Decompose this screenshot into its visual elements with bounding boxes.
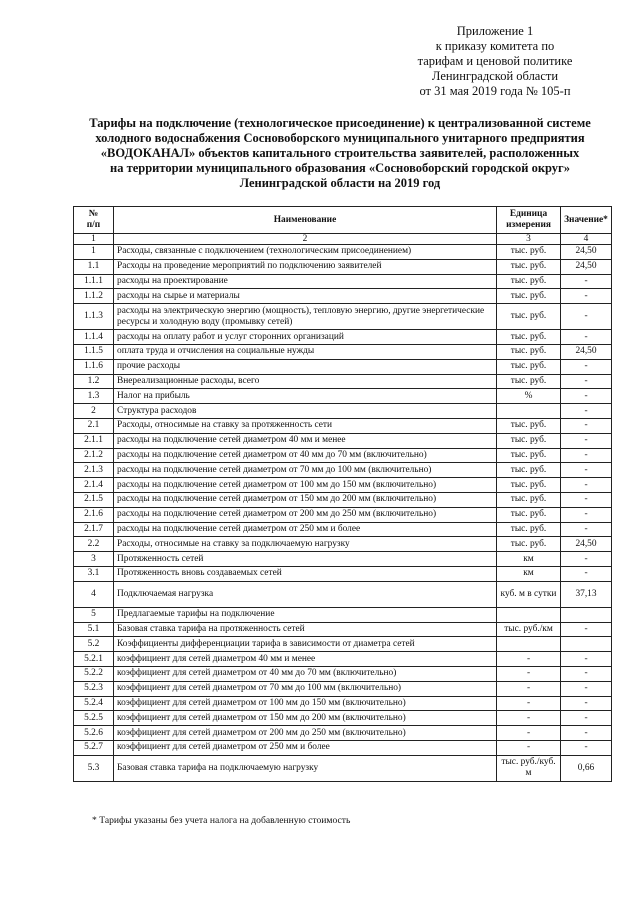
row-name: расходы на подключение сетей диаметром от 40 мм до 70 мм (включительно) [114, 448, 497, 463]
row-name: коэффициент для сетей диаметром 40 мм и менее [114, 652, 497, 667]
row-value: - [561, 696, 612, 711]
approval-line: Приложение 1 [456, 24, 534, 38]
row-number: 5.3 [74, 755, 114, 781]
column-number: 2 [114, 234, 497, 245]
table-row [74, 359, 612, 374]
row-value: - [561, 666, 612, 681]
table-row [74, 622, 612, 637]
row-number: 1.1.5 [74, 344, 114, 359]
table-row [74, 245, 612, 260]
row-unit: тыс. руб. [497, 374, 561, 389]
row-value: - [561, 359, 612, 374]
row-number: 3.1 [74, 566, 114, 581]
row-number: 1.1 [74, 259, 114, 274]
table-row [74, 537, 612, 552]
row-value: - [561, 463, 612, 478]
row-unit: тыс. руб. [497, 433, 561, 448]
row-name: расходы на подключение сетей диаметром от 100 мм до 150 мм (включительно) [114, 478, 497, 493]
row-value: - [561, 492, 612, 507]
row-value: - [561, 448, 612, 463]
row-name: Коэффициенты дифференциации тарифа в зависимости от диаметра сетей [114, 637, 497, 652]
row-unit: - [497, 681, 561, 696]
row-value: - [561, 681, 612, 696]
table-row [74, 330, 612, 345]
header-name: Наименование [114, 207, 497, 234]
row-value [561, 637, 612, 652]
table-row [74, 652, 612, 667]
row-value: - [561, 389, 612, 404]
table-row [74, 552, 612, 567]
table-row [74, 666, 612, 681]
row-number: 2.1.2 [74, 448, 114, 463]
row-name: Внереализационные расходы, всего [114, 374, 497, 389]
row-number: 2.1 [74, 418, 114, 433]
row-unit: тыс. руб. [497, 418, 561, 433]
row-name: расходы на подключение сетей диаметром от 70 мм до 100 мм (включительно) [114, 463, 497, 478]
title-line: Тарифы на подключение (технологическое присоединение) к централизованной системе [89, 116, 591, 130]
table-row [74, 478, 612, 493]
row-value: - [561, 433, 612, 448]
row-unit: тыс. руб. [497, 359, 561, 374]
row-name: расходы на проектирование [114, 274, 497, 289]
row-value: - [561, 404, 612, 419]
row-value [561, 607, 612, 622]
row-value: 37,13 [561, 581, 612, 607]
column-number: 4 [561, 234, 612, 245]
row-number: 1.1.1 [74, 274, 114, 289]
row-unit: тыс. руб. [497, 537, 561, 552]
row-value: 0,66 [561, 755, 612, 781]
table-row [74, 463, 612, 478]
row-name: расходы на подключение сетей диаметром от 150 мм до 200 мм (включительно) [114, 492, 497, 507]
row-name: Базовая ставка тарифа на протяженность сетей [114, 622, 497, 637]
row-number: 2.1.6 [74, 507, 114, 522]
table-row [74, 448, 612, 463]
row-unit: куб. м в сутки [497, 581, 561, 607]
row-number: 3 [74, 552, 114, 567]
row-unit: - [497, 711, 561, 726]
table-body [74, 245, 612, 782]
row-unit: тыс. руб./куб. м [497, 755, 561, 781]
row-number: 1 [74, 245, 114, 260]
row-unit: тыс. руб. [497, 259, 561, 274]
column-number: 1 [74, 234, 114, 245]
row-unit: км [497, 552, 561, 567]
row-name: Предлагаемые тарифы на подключение [114, 607, 497, 622]
row-value: - [561, 289, 612, 304]
row-value: - [561, 330, 612, 345]
row-unit: тыс. руб. [497, 274, 561, 289]
row-value: - [561, 740, 612, 755]
row-number: 5.2.7 [74, 740, 114, 755]
row-value: 24,50 [561, 344, 612, 359]
row-number: 1.1.3 [74, 304, 114, 330]
row-name: коэффициент для сетей диаметром от 70 мм до 100 мм (включительно) [114, 681, 497, 696]
table-row [74, 726, 612, 741]
table-row [74, 740, 612, 755]
row-value: - [561, 552, 612, 567]
row-unit: тыс. руб. [497, 522, 561, 537]
row-number: 1.1.4 [74, 330, 114, 345]
row-value: - [561, 522, 612, 537]
row-unit: тыс. руб. [497, 507, 561, 522]
row-value: 24,50 [561, 245, 612, 260]
row-name: коэффициент для сетей диаметром от 40 мм до 70 мм (включительно) [114, 666, 497, 681]
row-number: 2.1.4 [74, 478, 114, 493]
approval-line: от 31 мая 2019 года № 105-п [419, 84, 571, 98]
row-value: - [561, 622, 612, 637]
row-unit: тыс. руб. [497, 478, 561, 493]
row-value: 24,50 [561, 537, 612, 552]
header-unit: Единица измерения [497, 207, 561, 234]
row-value: - [561, 478, 612, 493]
row-number: 2.1.7 [74, 522, 114, 537]
table-row [74, 389, 612, 404]
row-value: 24,50 [561, 259, 612, 274]
row-number: 5.2.3 [74, 681, 114, 696]
row-number: 5.2.6 [74, 726, 114, 741]
row-value: - [561, 652, 612, 667]
row-name: Структура расходов [114, 404, 497, 419]
document-title [70, 116, 610, 191]
table-row [74, 433, 612, 448]
row-number: 2.1.1 [74, 433, 114, 448]
row-number: 5.2.1 [74, 652, 114, 667]
table-row [74, 681, 612, 696]
table-row [74, 404, 612, 419]
row-number: 5.1 [74, 622, 114, 637]
row-number: 2.1.5 [74, 492, 114, 507]
row-name: Базовая ставка тарифа на подключаемую нагрузку [114, 755, 497, 781]
approval-block [400, 24, 590, 99]
row-number: 2.2 [74, 537, 114, 552]
row-unit: - [497, 666, 561, 681]
row-unit: тыс. руб. [497, 330, 561, 345]
row-unit: тыс. руб. [497, 245, 561, 260]
approval-line: тарифам и ценовой политике [417, 54, 573, 68]
table-row [74, 289, 612, 304]
table-row [74, 711, 612, 726]
tariff-table [73, 206, 612, 782]
row-number: 1.3 [74, 389, 114, 404]
table-row [74, 492, 612, 507]
row-unit: тыс. руб. [497, 492, 561, 507]
row-name: расходы на электрическую энергию (мощность), тепловую энергию, другие энергетические ресурсы и холодную воду (промывку сетей) [114, 304, 497, 330]
row-value: - [561, 418, 612, 433]
row-name: прочие расходы [114, 359, 497, 374]
row-name: Налог на прибыль [114, 389, 497, 404]
row-unit [497, 404, 561, 419]
row-name: Протяженность сетей [114, 552, 497, 567]
row-unit: км [497, 566, 561, 581]
table-row [74, 274, 612, 289]
row-number: 5.2.2 [74, 666, 114, 681]
row-value: - [561, 566, 612, 581]
row-value: - [561, 274, 612, 289]
title-line: холодного водоснабжения Сосновоборского муниципального унитарного предприятия [95, 131, 585, 145]
row-name: Расходы, относимые на ставку за протяженность сети [114, 418, 497, 433]
table-row [74, 755, 612, 781]
table-row [74, 507, 612, 522]
table-row [74, 522, 612, 537]
row-name: расходы на подключение сетей диаметром от 250 мм и более [114, 522, 497, 537]
row-unit: % [497, 389, 561, 404]
row-value: - [561, 374, 612, 389]
row-name: коэффициент для сетей диаметром от 200 мм до 250 мм (включительно) [114, 726, 497, 741]
row-unit: тыс. руб. [497, 304, 561, 330]
row-number: 1.2 [74, 374, 114, 389]
table-row [74, 418, 612, 433]
table-row [74, 581, 612, 607]
row-name: Протяженность вновь создаваемых сетей [114, 566, 497, 581]
row-unit: тыс. руб. [497, 344, 561, 359]
row-value: - [561, 304, 612, 330]
row-number: 5.2.4 [74, 696, 114, 711]
row-name: Расходы, относимые на ставку за подключаемую нагрузку [114, 537, 497, 552]
header-num: № п/п [74, 207, 114, 234]
row-name: расходы на подключение сетей диаметром от 200 мм до 250 мм (включительно) [114, 507, 497, 522]
row-name: Расходы, связанные с подключением (технологическим присоединением) [114, 245, 497, 260]
row-number: 1.1.6 [74, 359, 114, 374]
row-unit: тыс. руб. [497, 448, 561, 463]
title-line: на территории муниципального образования «Сосновоборский городской округ» [110, 161, 570, 175]
row-unit: - [497, 652, 561, 667]
header-value: Значение* [561, 207, 612, 234]
row-name: расходы на оплату работ и услуг сторонних организаций [114, 330, 497, 345]
row-name: расходы на подключение сетей диаметром 40 мм и менее [114, 433, 497, 448]
row-number: 2 [74, 404, 114, 419]
row-name: оплата труда и отчисления на социальные нужды [114, 344, 497, 359]
table-header-row [74, 207, 612, 234]
row-unit: тыс. руб. [497, 289, 561, 304]
approval-line: Ленинградской области [431, 69, 559, 83]
row-unit: - [497, 740, 561, 755]
row-name: коэффициент для сетей диаметром от 150 мм до 200 мм (включительно) [114, 711, 497, 726]
title-line: «ВОДОКАНАЛ» объектов капитального строительства заявителей, расположенных [100, 146, 580, 160]
table-row [74, 374, 612, 389]
row-name: Расходы на проведение мероприятий по подключению заявителей [114, 259, 497, 274]
row-number: 4 [74, 581, 114, 607]
table-row [74, 607, 612, 622]
row-number: 1.1.2 [74, 289, 114, 304]
row-unit: тыс. руб. [497, 463, 561, 478]
table-row [74, 566, 612, 581]
row-name: Подключаемая нагрузка [114, 581, 497, 607]
row-name: расходы на сырье и материалы [114, 289, 497, 304]
row-value: - [561, 711, 612, 726]
row-unit [497, 637, 561, 652]
table-row [74, 304, 612, 330]
row-unit [497, 607, 561, 622]
table-row [74, 637, 612, 652]
footnote: * Тарифы указаны без учета налога на добавленную стоимость [92, 815, 351, 826]
column-numbers-row [74, 234, 612, 245]
column-number: 3 [497, 234, 561, 245]
row-number: 2.1.3 [74, 463, 114, 478]
row-unit: тыс. руб./км [497, 622, 561, 637]
table-row [74, 344, 612, 359]
row-value: - [561, 726, 612, 741]
row-unit: - [497, 696, 561, 711]
row-name: коэффициент для сетей диаметром от 100 мм до 150 мм (включительно) [114, 696, 497, 711]
row-name: коэффициент для сетей диаметром от 250 мм и более [114, 740, 497, 755]
row-number: 5 [74, 607, 114, 622]
row-number: 5.2 [74, 637, 114, 652]
approval-line: к приказу комитета по [435, 39, 555, 53]
title-line: Ленинградской области на 2019 год [239, 176, 441, 190]
row-unit: - [497, 726, 561, 741]
table-row [74, 259, 612, 274]
row-number: 5.2.5 [74, 711, 114, 726]
table-row [74, 696, 612, 711]
row-value: - [561, 507, 612, 522]
